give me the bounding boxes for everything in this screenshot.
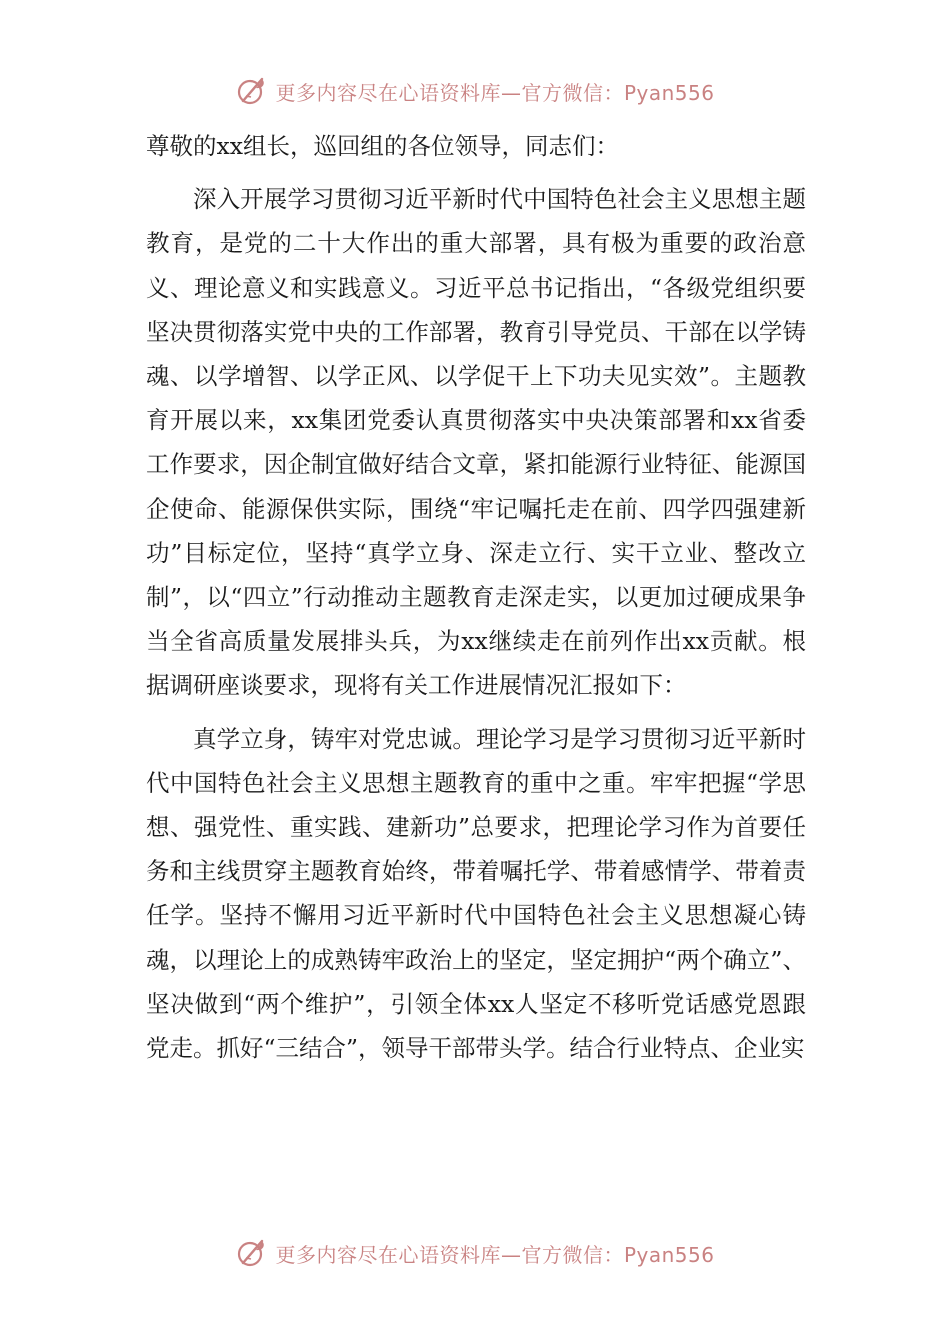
document-body [146, 124, 806, 1070]
watermark-header [0, 74, 950, 108]
paragraph-intro: 深入开展学习贯彻习近平新时代中国特色社会主义思想主题教育，是党的二十大作出的重大部署，具有极为重要的政治意义、理论意义和实践意义。习近平总书记指出，“各级党组织要坚决贯彻落实党中央的工作部署，教育引导党员、干部在以学铸魂、以学增智、以学正风、以学促干上下功夫见实效”。主题教育开展以来，xx集团党委认真贯彻落实中央决策部署和xx省委工作要求，因企制宜做好结合文章，紧扣能源行业特征、能源国企使命、能源保供实际，围绕“牢记嘱托走在前、四学四强建新功”目标定位，坚持“真学立身、深走立行、实干立业、整改立制”，以“四立”行动推动主题教育走深走实，以更加过硬成果争当全省高质量发展排头兵，为xx继续走在前列作出xx贡献。根据调研座谈要求，现将有关工作进展情况汇报如下： [146, 185, 806, 700]
quill-pen-circle-icon [235, 74, 269, 108]
watermark-text: 更多内容尽在心语资料库—官方微信：Pyan556 [275, 1242, 715, 1267]
watermark-footer [0, 1236, 950, 1270]
salutation: 尊敬的xx组长，巡回组的各位领导，同志们： [146, 132, 620, 160]
quill-pen-circle-icon [235, 1236, 269, 1270]
paragraph-section-1: 真学立身，铸牢对党忠诚。理论学习是学习贯彻习近平新时代中国特色社会主义思想主题教育的重中之重。牢牢把握“学思想、强党性、重实践、建新功”总要求，把理论学习作为首要任务和主线贯穿主题教育始终，带着嘱托学、带着感情学、带着责任学。坚持不懈用习近平新时代中国特色社会主义思想凝心铸魂，以理论上的成熟铸牢政治上的坚定，坚定拥护“两个确立”、坚决做到“两个维护”，引领全体xx人坚定不移听党话感党恩跟党走。抓好“三结合”，领导干部带头学。结合行业特点、企业实 [146, 724, 806, 1063]
watermark-text: 更多内容尽在心语资料库—官方微信：Pyan556 [275, 80, 715, 105]
